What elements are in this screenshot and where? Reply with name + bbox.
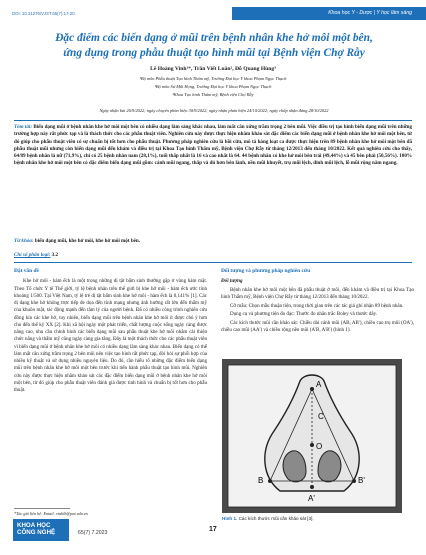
- title-line-1: Đặc điểm các biến dạng ở mũi trên bệnh nhân khe hở môi một bên,: [55, 32, 373, 44]
- intro-paragraph: Khe hở môi - hàm ếch là một trong những dị tật bẩm sinh thường gặp ở vùng hàm mặt. Theo Tổ chức Y tế Thế giới, tỷ lệ bệnh nhân trên thế giới bị khe hở môi - hàm ếch ước tính khoảng 1/500. Tại Việt Nam, tỷ lệ trẻ dị tật bẩm sinh khe hở môi - hàm ếch là 0,141% [1]. Các dị dạng khe hở không trực tiếp đe dọa đến tính mạng nhưng ảnh hưởng rất lớn đến thẩm mỹ của khuôn mặt, tác động mạnh đến tâm lý của người bệnh. Đã có nhiều công trình nghiên cứu đồng kín các khe hở, tuy nhiên, biến dạng mũi trên bệnh nhân khe hở môi ít được chú ý hơn cho đến thế kỷ XX [2]. Khi xã hội ngày một phát triển, chất lượng cuộc sống ngày càng được nâng cao, nhu cầu chỉnh hình các biến dạng mũi sau phẫu thuật khe hở môi nhằm cải thiện chức năng và thẩm mỹ cũng ngày càng gia tăng. Đây là một thách thức cho các phẫu thuật viên vì biến dạng mũi ở bệnh nhân khe hở môi có nhiều dạng lâm sàng khác nhau. Biến dạng có thể làm mất cân xứng trầm trọng 2 bên mũi nên việc tạo hình rất phức tạp, đòi hỏi sự phối hợp của nhiều kỹ thuật và sử dụng nhiều nguyên liệu. Do đó, cần hiểu rõ những đặc điểm biến dạng mũi trên bệnh nhân khe hở môi một bên trước khi tiến hành phẫu thuật tạo hình mũi. Nghiên cứu này được thực hiện nhằm khảo sát các đặc điểm biến dạng mũi ở bệnh nhân khe hở môi một bên, từ đó giúp cho phẫu thuật viên đánh giá được tình hình và chuẩn bị tốt hơn cho phẫu thuật.: [14, 278, 207, 393]
- corresponding-author-footnote: *Tác giả liên hệ: Email: vinhlh@pnt.edu.vn: [14, 511, 88, 516]
- figure-caption-text: Các kích thước mũi cần khảo sát [3].: [238, 516, 314, 521]
- abstract-text: Biến dạng mũi ở bệnh nhân khe hở môi một bên có nhiều dạng lâm sàng khác nhau, làm mất cân xứng trầm trọng 2 bên mũi. Việc điều trị tạo hình biến dạng mũi trên những trường hợp này rất phức tạp và là thách thức cho các phẫu thuật viên. Nghiên cứu này được thực hiện nhằm khảo sát đặc điểm các biến dạng mũi ở bệnh nhân khe hở môi một bên, từ đó giúp cho phẫu thuật viên có sự chuẩn bị tốt hơn cho phẫu thuật. Phương pháp nghiên cứu là hồi cứu, mô tả hàng loạt ca được thực hiện trên 89 bệnh nhân khe hở môi một bên đã phẫu thuật mũi nhưng còn biến dạng mũi đến khám và điều trị tại Khoa Tạo hình Thẩm mỹ, Bệnh viện Chợ Rẫy từ tháng 12/2013 đến tháng 10/2022. Kết quả nghiên cứu cho thấy, 64/89 bệnh nhân là nữ (71,9%), chỉ có 25 bệnh nhân nam (28,1%), tuổi thấp nhất là 16 và cao nhất là 64. 44 bệnh nhân có khe hở môi bên trái (49,44%) và 45 bên phải (50,56%). 100% bệnh nhân khe hở môi một bên có đặc điểm biến dạng mũi gồm: cánh mũi ngang, thấp và đủ hơn bên lành, nền mũi khuyết, trụ mũi lệch, đỉnh mũi lệch, lỗ mũi rộng nằm ngang.: [14, 124, 413, 167]
- label-b: B: [258, 476, 264, 485]
- abstract-label: Tóm tắt:: [14, 124, 33, 130]
- journal-logo: [13, 519, 69, 541]
- affiliation-1: ¹Bộ môn Phẫu thuật Tạo hình Thẩm mỹ, Trường Đại học Y khoa Phạm Ngọc Thạch: [139, 76, 287, 81]
- authors: Lê Hoàng Vinh¹*, Trần Viết Luân², Đỗ Quang Hùng³: [150, 66, 276, 72]
- received-dates: Ngày nhận bài 26/9/2022; ngày chuyển phản biện 30/9/2022; ngày nhận phản biện 24/10/2022; ngày chấp nhận đăng 28/10/2022: [99, 108, 329, 113]
- sample-paragraph: Cỡ mẫu: Chọn mẫu thuận tiện, trong thời gian trên các tác giả ghi nhận 89 bệnh nhân.: [230, 302, 404, 309]
- subjects-paragraph: Bệnh nhân khe hở môi một bên đã phẫu thuật ở môi, đến khám và điều trị tại Khoa Tạo hình Thẩm mỹ, Bệnh viện Chợ Rẫy từ tháng 12/2013 đến tháng 10/2022.: [221, 286, 414, 300]
- subjects-heading: Đối tượng: [221, 278, 243, 285]
- classification: [14, 252, 58, 258]
- label-a: A: [316, 380, 322, 389]
- classification-value: 3.2: [51, 252, 59, 258]
- point-b: [268, 479, 272, 483]
- affiliation-3: ³Khoa Tạo hình Thẩm mỹ, Bệnh viện Chợ Rẫy: [172, 92, 254, 97]
- issue-label: 65(7) 7.2023: [78, 530, 108, 536]
- left-column: [14, 268, 207, 396]
- keywords-label: Từ khóa:: [14, 238, 34, 244]
- figure-caption: [222, 516, 314, 521]
- abstract-top-rule: [14, 120, 412, 121]
- methods-heading: Đối tượng và phương pháp nghiên cứu: [221, 268, 311, 274]
- keywords: [14, 238, 412, 244]
- label-b-prime: B': [358, 476, 365, 485]
- abstract: [14, 124, 412, 168]
- point-a: [310, 387, 314, 391]
- label-a-prime: A': [308, 494, 315, 503]
- abstract-bottom-rule: [14, 262, 412, 263]
- tools-paragraph: Dụng cụ và phương tiện đo đạc: Thước đo nhãn trắc Boley và thước dây.: [230, 311, 378, 318]
- label-c: C: [318, 412, 324, 421]
- nose-measurement-figure: [222, 359, 402, 513]
- classification-label: Chỉ số phân loại:: [14, 252, 51, 258]
- figure-caption-label: Hình 1.: [222, 516, 238, 521]
- intro-heading: Đặt vấn đề: [14, 268, 39, 274]
- measurements-paragraph: Các kích thước mũi cần khảo sát: Chiều dài cánh mũi (AB, AB'), chiều cao trụ mũi (OA'), chiều cao mũi (AA') và chiều rộng nền mũi (A'B, A'B') (hình 1).: [221, 320, 414, 334]
- title-line-2: ứng dụng trong phẫu thuật tạo hình mũi tại Bệnh viện Chợ Rẫy: [63, 47, 365, 59]
- section-label: Khoa học Y - Dược | Y học lâm sàng: [328, 10, 412, 16]
- article-title: [24, 31, 404, 61]
- affiliation-2: ²Bộ môn Sư Mũi Họng, Trường Đại học Y khoa Phạm Ngọc Thạch: [154, 84, 272, 89]
- page-number: 17: [209, 526, 217, 533]
- footnote-rule: [14, 508, 70, 509]
- point-b-prime: [352, 479, 356, 483]
- logo-line-2: CÔNG NGHỆ: [17, 529, 56, 536]
- keywords-text: biến dạng mũi, khe hở môi, khe hở môi một bên.: [34, 238, 141, 244]
- logo-line-1: KHOA HỌC: [17, 522, 51, 529]
- label-o: O: [316, 442, 323, 451]
- point-a-prime: [310, 485, 314, 489]
- doi-label: DOI: 10.31276/VJST.65(7).17-20: [12, 11, 75, 16]
- point-o: [310, 443, 314, 447]
- right-column: [221, 268, 414, 336]
